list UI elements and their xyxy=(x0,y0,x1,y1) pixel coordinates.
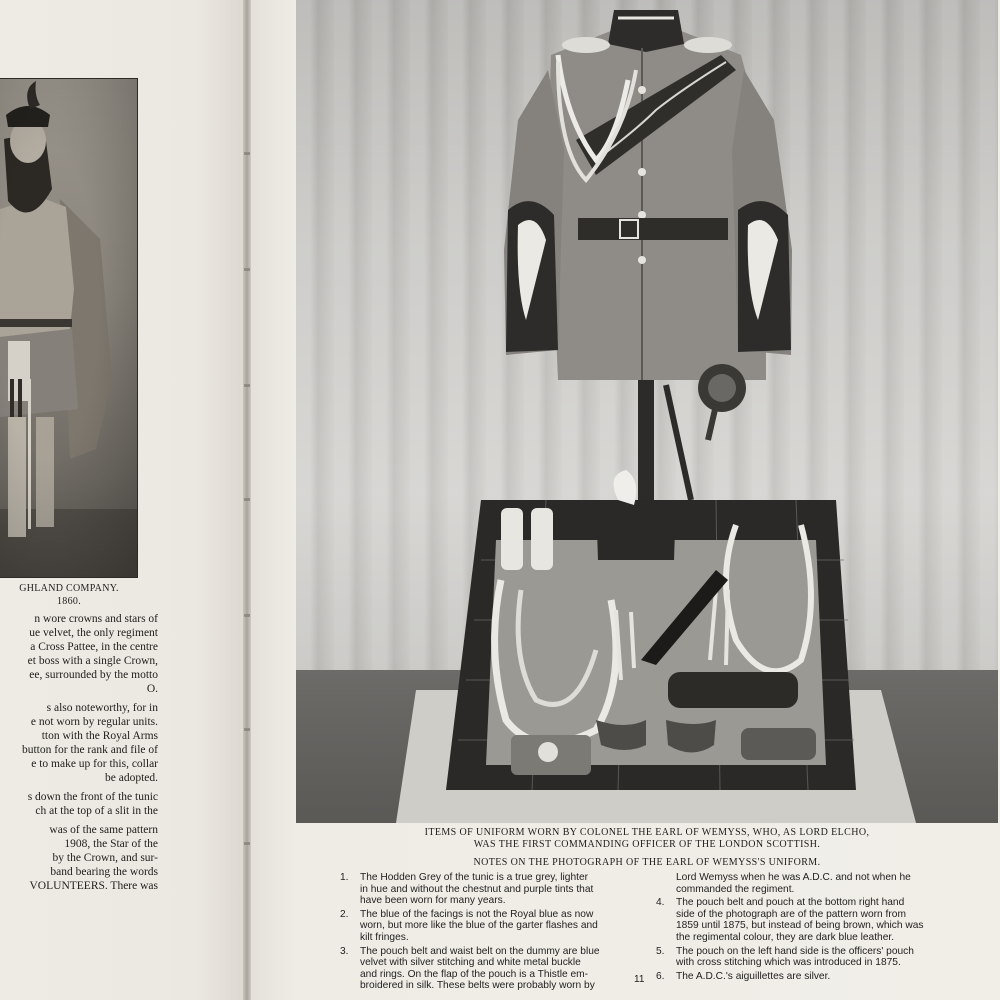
note-text: The pouch belt and pouch at the bottom right hand side of the photograph are of the pattern worn from 1859 until 1875, but instead of being brown, which was the regimental colour, they are dark blue leather. xyxy=(676,897,924,943)
note-text: The blue of the facings is not the Royal blue as now worn, but more like the blue of the garter flashes and kilt fringes. xyxy=(360,908,598,943)
text-line: n wore crowns and stars of xyxy=(34,613,158,625)
text-line: VOLUNTEERS. There was xyxy=(29,880,158,892)
note-text: The pouch on the left hand side is the officers' pouch with cross stitching which was introduced in 1875. xyxy=(676,945,914,969)
binding-stitch xyxy=(244,842,250,845)
text-line: ue velvet, the only regiment xyxy=(29,627,158,639)
left-body-text xyxy=(0,612,158,893)
page-number: 11 xyxy=(634,974,645,985)
text-line: e not worn by regular units. xyxy=(30,716,158,728)
portrait-caption xyxy=(0,582,138,608)
uniform-photograph xyxy=(296,0,998,823)
binding-stitch xyxy=(244,384,250,387)
note-item xyxy=(340,909,630,944)
binding-stitch xyxy=(244,268,250,271)
photo-caption xyxy=(296,827,998,851)
notes-column-left xyxy=(340,872,630,994)
notes-heading: NOTES ON THE PHOTOGRAPH OF THE EARL OF WEMYSS'S UNIFORM. xyxy=(473,857,821,868)
notes-column-right xyxy=(656,872,956,984)
binding-stitch xyxy=(244,614,250,617)
text-line: O. xyxy=(146,683,158,695)
binding-stitch xyxy=(244,498,250,501)
note-number: 4. xyxy=(656,897,665,909)
binding-stitch xyxy=(244,728,250,731)
note-item xyxy=(340,946,630,992)
note-number: 6. xyxy=(656,970,665,982)
text-line: button for the rank and file of xyxy=(21,744,158,756)
note-text: The pouch belt and waist belt on the dummy are blue velvet with silver stitching and white metal buckle and rings. On the flap of the pouch is a Thistle em- broidered in silk. These belts were probably worn by xyxy=(360,945,600,992)
text-line: 1908, the Star of the xyxy=(64,838,158,850)
text-line: by the Crown, and sur- xyxy=(52,852,158,864)
text-line: was of the same pattern xyxy=(49,824,158,836)
text-line: a Cross Pattee, in the centre xyxy=(30,641,158,653)
note-item xyxy=(656,946,956,969)
text-line: tton with the Royal Arms xyxy=(41,730,158,742)
note-number: 3. xyxy=(340,945,349,957)
text-line: be adopted. xyxy=(104,772,158,784)
caption-line: 1860. xyxy=(57,596,81,607)
note-item xyxy=(340,872,630,907)
text-line: s down the front of the tunic xyxy=(27,791,158,803)
text-line: e to make up for this, collar xyxy=(31,758,158,770)
note-item xyxy=(656,971,956,983)
note-text: The A.D.C.'s aiguillettes are silver. xyxy=(676,970,831,982)
text-line: s also noteworthy, for in xyxy=(46,702,158,714)
note-number: 5. xyxy=(656,945,665,957)
caption-line: WAS THE FIRST COMMANDING OFFICER OF THE LONDON SCOTTISH. xyxy=(473,839,821,850)
text-line: ee, surrounded by the motto xyxy=(29,669,158,681)
text-line: et boss with a single Crown, xyxy=(27,655,158,667)
note-item xyxy=(656,897,956,943)
binding-stitch xyxy=(244,152,250,155)
caption-line: GHLAND COMPANY. xyxy=(19,583,119,594)
caption-line: ITEMS OF UNIFORM WORN BY COLONEL THE EARL OF WEMYSS, WHO, AS LORD ELCHO, xyxy=(424,827,870,838)
note-text: The Hodden Grey of the tunic is a true grey, lighter in hue and without the chestnut and purple tints that have been worn for many years. xyxy=(360,872,594,907)
uniform-display xyxy=(296,0,998,823)
portrait-photograph xyxy=(0,78,138,578)
note-continuation: Lord Wemyss when he was A.D.C. and not when he commanded the regiment. xyxy=(676,872,911,895)
text-line: band bearing the words xyxy=(50,866,158,878)
note-number: 2. xyxy=(340,908,349,920)
text-line: ch at the top of a slit in the xyxy=(35,805,158,817)
note-number: 1. xyxy=(340,872,349,883)
